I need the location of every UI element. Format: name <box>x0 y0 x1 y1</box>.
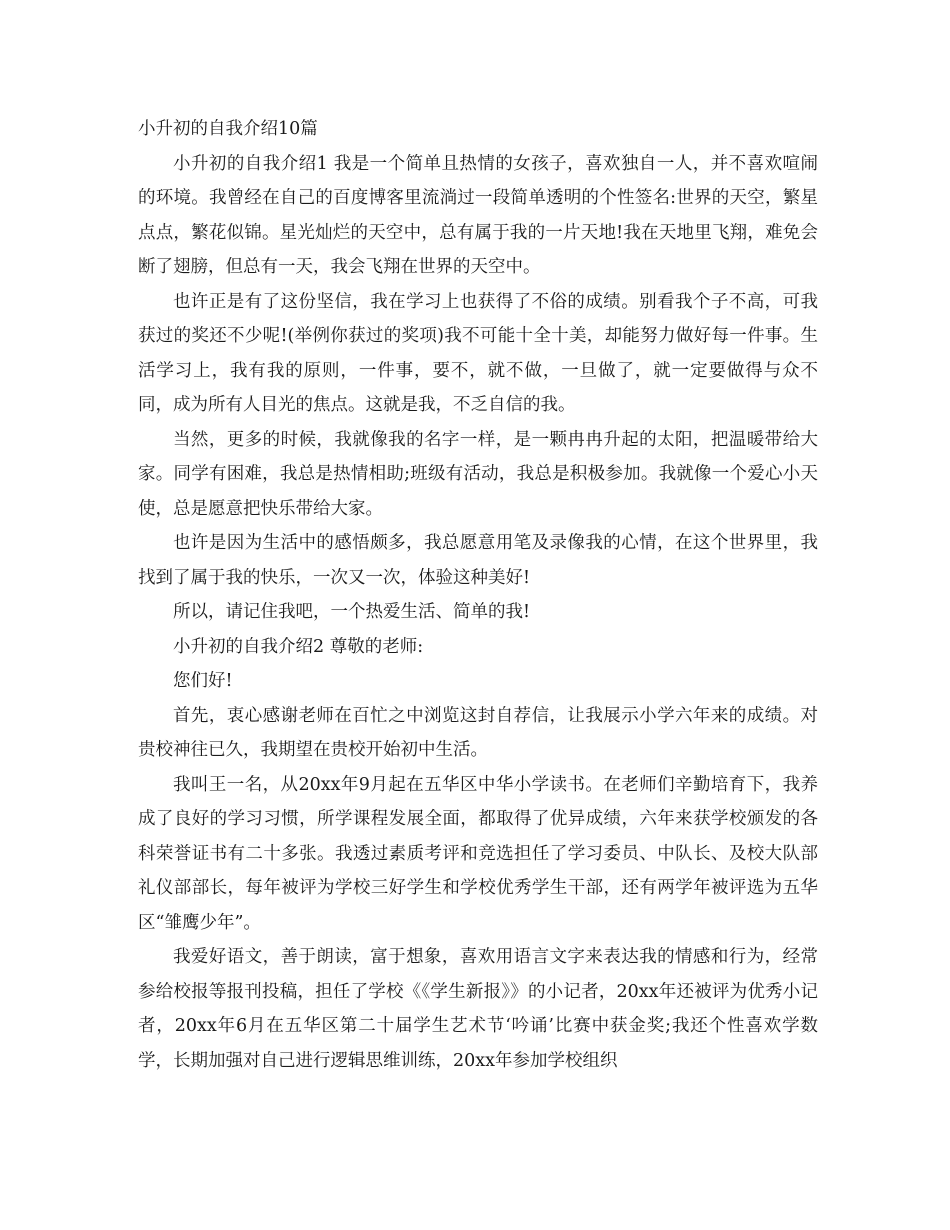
paragraph-7: 您们好! <box>173 671 233 691</box>
paragraph-4: 也许是因为生活中的感悟颇多，我总愿意用笔及录像我的心情，在这个世界里，我找到了属于我的快乐，一次又一次，体验这种美好! <box>138 533 818 588</box>
paragraph-6: 小升初的自我介绍2 尊敬的老师: <box>173 636 424 657</box>
document-body <box>138 112 818 1078</box>
paragraph-3: 当然，更多的时候，我就像我的名字一样，是一颗冉冉升起的太阳，把温暖带给大家。同学有困难，我总是热情相助;班级有活动，我总是积极参加。我就像一个爱心小天使，总是愿意把快乐带给大家。 <box>138 429 818 519</box>
document-title: 小升初的自我介绍10篇 <box>138 119 318 139</box>
paragraph-9: 我叫王一名，从20xx年9月起在五华区中华小学读书。在老师们辛勤培育下，我养成了良好的学习习惯，所学课程发展全面，都取得了优异成绩，六年来获学校颁发的各科荣誉证书有二十多张。我透过素质考评和竞选担任了学习委员、中队长、及校大队部礼仪部部长，每年被评为学校三好学生和学校优秀学生干部，还有两学年被评选为五华区“雏鹰少年”。 <box>138 774 818 933</box>
paragraph-8: 首先，衷心感谢老师在百忙之中浏览这封自荐信，让我展示小学六年来的成绩。对贵校神往已久，我期望在贵校开始初中生活。 <box>138 705 818 760</box>
paragraph-2: 也许正是有了这份坚信，我在学习上也获得了不俗的成绩。别看我个子不高，可我获过的奖还不少呢!(举例你获过的奖项)我不可能十全十美，却能努力做好每一件事。生活学习上，我有我的原则，一件事，要不，就不做，一旦做了，就一定要做得与众不同，成为所有人目光的焦点。这就是我，不乏自信的我。 <box>138 291 818 415</box>
paragraph-5: 所以，请记住我吧，一个热爱生活、简单的我! <box>173 602 531 622</box>
paragraph-1: 小升初的自我介绍1 我是一个简单且热情的女孩子，喜欢独自一人，并不喜欢喧闹的环境。我曾经在自己的百度博客里流淌过一段简单透明的个性签名:世界的天空，繁星点点，繁花似锦。星光灿烂的天空中，总有属于我的一片天地!我在天地里飞翔，难免会断了翅膀，但总有一天，我会飞翔在世界的天空中。 <box>138 153 818 277</box>
paragraph-10: 我爱好语文，善于朗读，富于想象，喜欢用语言文字来表达我的情感和行为，经常参给校报等报刊投稿，担任了学校《《学生新报》》的小记者，20xx年还被评为优秀小记者，20xx年6月在五华区第二十届学生艺术节‘吟诵’比赛中获金奖;我还个性喜欢学数学，长期加强对自己进行逻辑思维训练，20xx年参加学校组织 <box>138 947 818 1071</box>
